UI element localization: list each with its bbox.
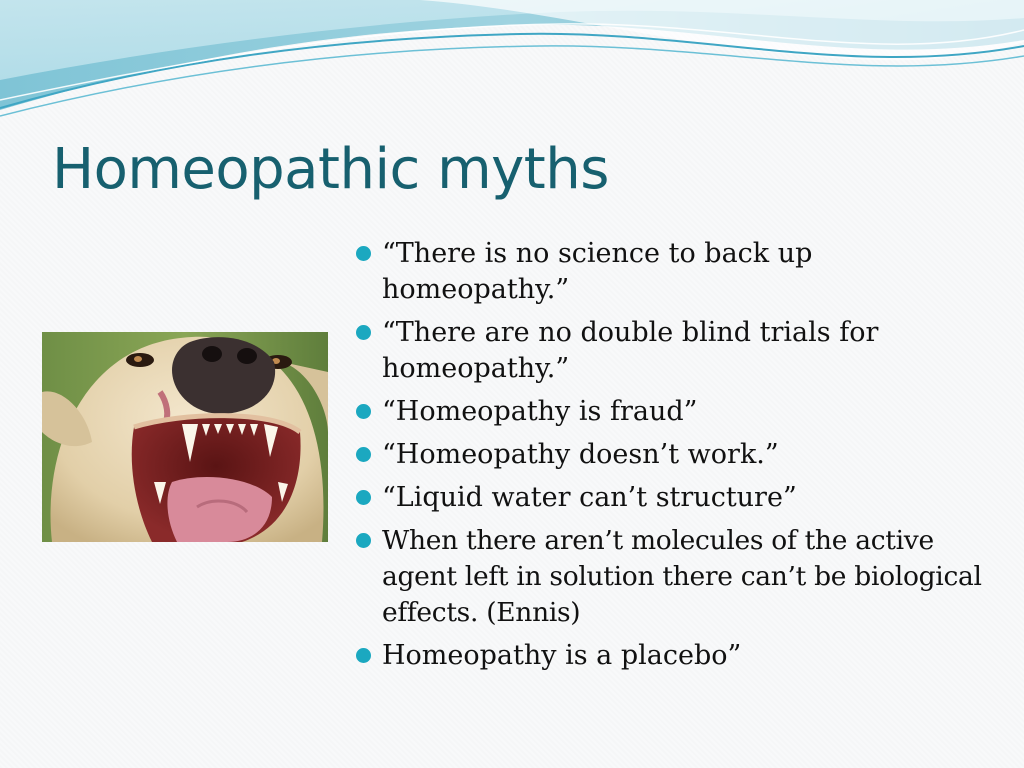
bullet-text: “There are no double blind trials for homeopathy.”: [382, 317, 879, 384]
bullet-text: “Liquid water can’t structure”: [382, 482, 797, 513]
list-item: [354, 437, 994, 473]
slide-title: Homeopathic myths: [52, 137, 609, 202]
list-item: [354, 236, 994, 308]
bullet-dot-icon: [356, 648, 371, 663]
list-item: [354, 394, 994, 430]
bullet-text: “There is no science to back up homeopathy.”: [382, 238, 813, 305]
list-item: [354, 638, 994, 674]
bullet-dot-icon: [356, 325, 371, 340]
bullet-text: “Homeopathy is fraud”: [382, 396, 698, 427]
dog-photo: [42, 332, 328, 542]
bullet-dot-icon: [356, 404, 371, 419]
bullet-dot-icon: [356, 246, 371, 261]
bullet-dot-icon: [356, 490, 371, 505]
bullet-text: When there aren’t molecules of the active agent left in solution there can’t be biological effects. (Ennis): [382, 525, 982, 628]
list-item: [354, 315, 994, 387]
bullet-dot-icon: [356, 447, 371, 462]
list-item: [354, 480, 994, 516]
wave-banner: [0, 0, 1024, 130]
bullet-text: “Homeopathy doesn’t work.”: [382, 439, 779, 470]
bullet-dot-icon: [356, 533, 371, 548]
bullet-list: [354, 236, 994, 681]
bullet-text: Homeopathy is a placebo”: [382, 640, 742, 671]
list-item: [354, 523, 994, 631]
